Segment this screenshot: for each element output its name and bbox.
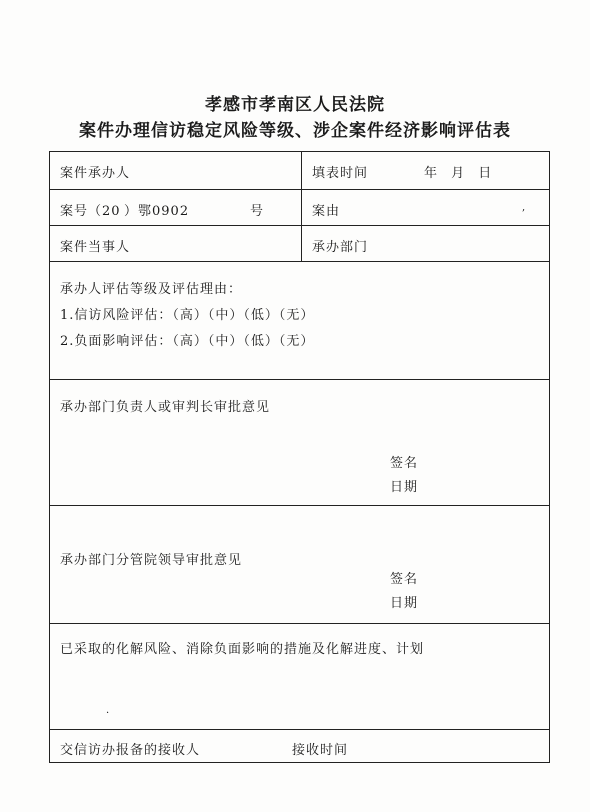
department-label: 承办部门 (312, 240, 369, 255)
assessment-form (49, 151, 550, 763)
row-leader-opinion (50, 506, 549, 624)
row-case-number (50, 190, 549, 226)
ink-speck: · (106, 708, 110, 719)
case-number-mid: ）鄂0902 (124, 204, 190, 219)
row-dept-head-opinion (50, 380, 549, 506)
row-assessment (50, 262, 549, 380)
column-divider (301, 190, 302, 225)
negative-impact-item: 2.负面影响评估：（高）（中）（低）（无） (60, 334, 315, 349)
row-handler (50, 152, 549, 190)
dept-head-opinion-label: 承办部门负责人或审判长审批意见 (60, 400, 271, 415)
row-parties (50, 226, 549, 262)
case-cause-label: 案由 (312, 204, 341, 219)
case-number-suffix: 号 (250, 204, 265, 219)
form-title: 案件办理信访稳定风险等级、涉企案件经济影响评估表 (79, 121, 511, 141)
dept-head-date-label: 日期 (390, 480, 419, 495)
parties-label: 案件当事人 (60, 240, 131, 255)
case-number-prefix: 案号（20 (60, 204, 121, 219)
court-name: 孝感市孝南区人民法院 (205, 95, 385, 115)
handler-label: 案件承办人 (60, 166, 131, 181)
column-divider (301, 152, 302, 189)
column-divider (301, 226, 302, 261)
ink-mark: , (522, 202, 526, 213)
leader-date-label: 日期 (390, 596, 419, 611)
row-measures (50, 624, 549, 730)
receive-time-label: 接收时间 (292, 743, 349, 758)
receiver-label: 交信访办报备的接收人 (60, 743, 201, 758)
leader-opinion-label: 承办部门分管院领导审批意见 (60, 553, 243, 568)
petition-risk-item: 1.信访风险评估：（高）（中）（低）（无） (60, 308, 315, 323)
fill-date-label: 填表时间 (312, 166, 369, 181)
assessment-heading: 承办人评估等级及评估理由： (60, 282, 243, 297)
leader-sign-label: 签名 (390, 572, 419, 587)
row-receiver (50, 730, 549, 764)
fill-date-units: 年 月 日 (424, 166, 493, 181)
measures-label: 已采取的化解风险、消除负面影响的措施及化解进度、计划 (60, 642, 425, 657)
dept-head-sign-label: 签名 (390, 456, 419, 471)
